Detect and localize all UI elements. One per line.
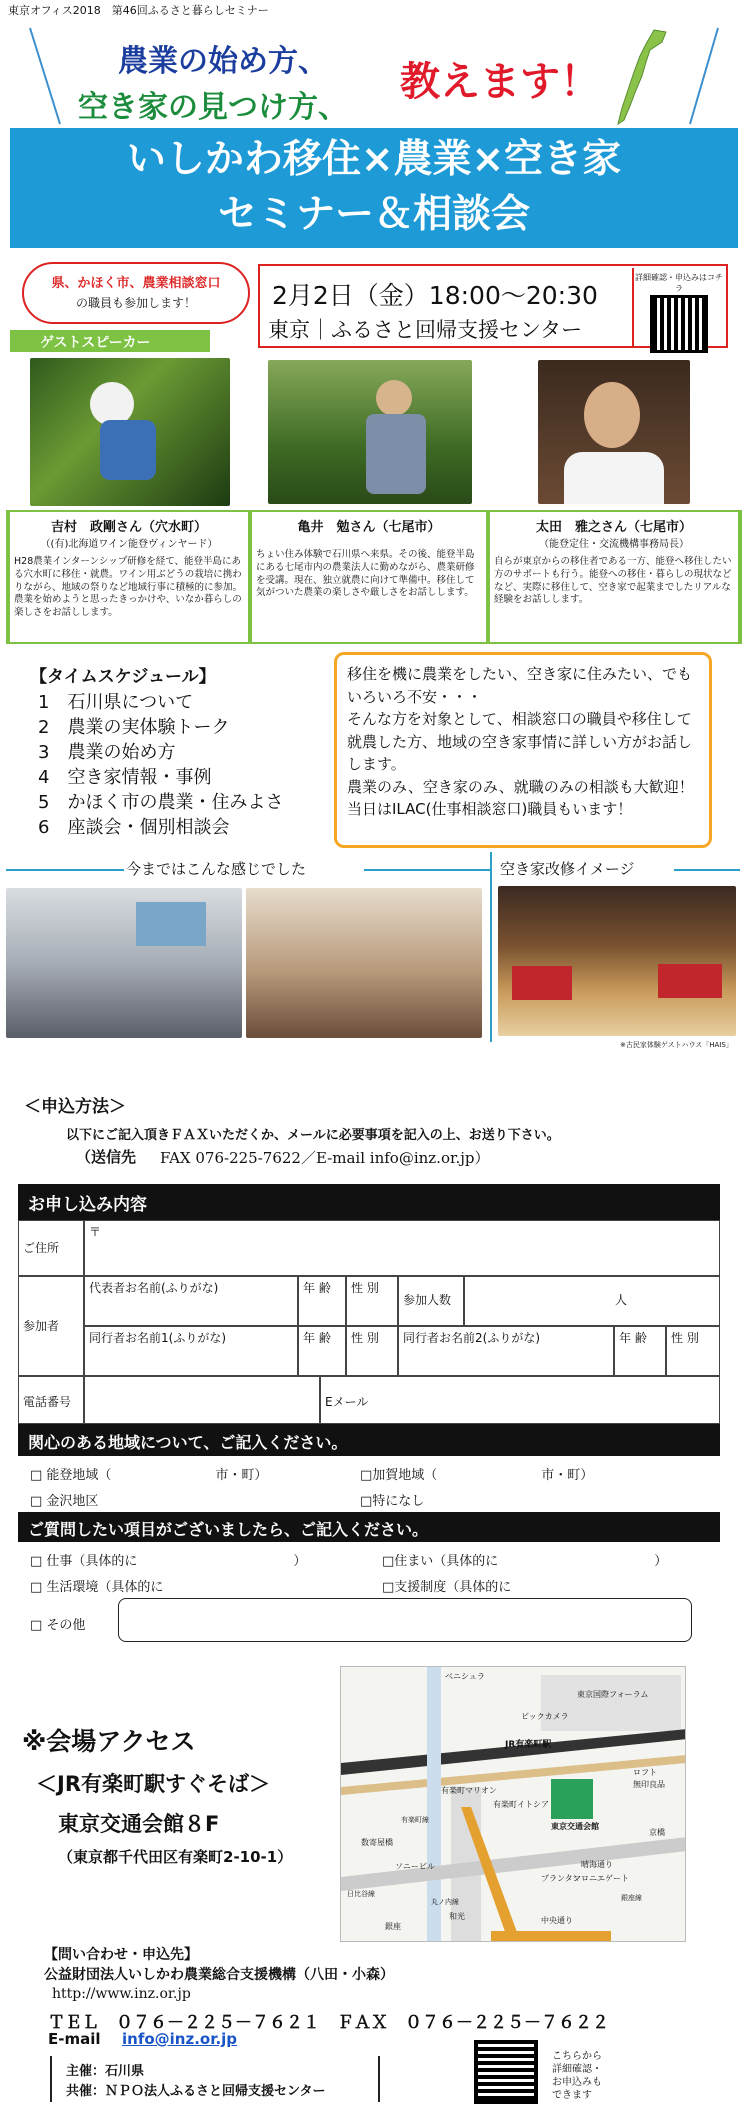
organizer-box — [50, 2056, 380, 2102]
map-label: ベニシュラ — [445, 1672, 485, 1681]
form-header: お申し込み内容 — [18, 1184, 720, 1220]
info-line: 当日はILAC(仕事相談窓口)職員もいます！ — [347, 800, 633, 818]
map-label: プランタン — [541, 1874, 581, 1883]
contact-email-label: E-mail — [48, 2030, 101, 2048]
speaker-name: 亀井 勉さん（七尾市） — [297, 520, 441, 535]
count-label: 参加人数 — [398, 1276, 464, 1326]
qr-caption: 詳細確認・申込みはコチラ — [635, 273, 723, 293]
schedule-item: 4 空き家情報・事例 — [38, 767, 212, 788]
headline-farming: 農業の始め方、 — [118, 44, 328, 79]
staff-note-line2: の職員も参加します！ — [75, 296, 196, 310]
access-place: 東京交通会館８F — [58, 1812, 220, 1836]
map-label: 丸ノ内線 — [431, 1898, 459, 1906]
qr-panel — [632, 268, 724, 346]
past-event-photo-1 — [6, 888, 242, 1038]
qr-side-line: こちらから — [552, 2051, 602, 2062]
speaker-org: （(有)北海道ワイン能登ヴィンヤード） — [40, 539, 218, 550]
map-label: 有楽町マリオン — [441, 1786, 497, 1795]
bottom-qr-code-icon[interactable] — [478, 2044, 534, 2100]
banner-title-2: セミナー＆相談会 — [217, 192, 530, 237]
contact-url[interactable]: http://www.inz.or.jp — [52, 1986, 191, 2002]
staff-note-line1: 県、かほく市、農業相談窓口 — [51, 276, 221, 291]
contact-title: 【問い合わせ・申込先】 — [44, 1947, 198, 1963]
phone-label: 電話番号 — [18, 1376, 84, 1424]
access-subheading: ＜JR有楽町駅すぐそば＞ — [36, 1772, 270, 1796]
map-label: 銀座線 — [621, 1894, 642, 1902]
companion2-age-field[interactable]: 年 齢 — [614, 1326, 666, 1376]
speaker-photo-yoshimura — [30, 358, 230, 506]
map-label: ソニービル — [395, 1862, 435, 1871]
map-label: 京橋 — [649, 1828, 665, 1837]
question-work-checkbox[interactable]: □ 仕事（具体的に ） — [30, 1554, 307, 1569]
schedule-item: 2 農業の実体験トーク — [38, 717, 230, 738]
vertical-divider — [490, 852, 492, 1042]
contact-org: 公益財団法人いしかわ農業総合支援機構（八田・小森） — [44, 1967, 394, 1983]
host: 主催：石川県 — [66, 2064, 145, 2079]
access-heading: ※会場アクセス — [22, 1727, 196, 1756]
contact-phone: ＴＥＬ ０７６－２２５－７６２１ ＦＡＸ ０７６－２２５－７６２２ — [48, 2013, 609, 2033]
apply-heading: ＜申込方法＞ — [24, 1097, 126, 1117]
guest-speaker-label: ゲストスピーカー — [10, 330, 210, 352]
map-label: 東京国際フォーラム — [577, 1690, 649, 1699]
speaker-card-ota — [490, 512, 738, 642]
schedule-item: 5 かほく市の農業・住みよさ — [38, 792, 284, 813]
divider-line — [6, 869, 124, 871]
map-label: ロフト — [633, 1768, 657, 1777]
speaker-name: 太田 雅之さん（七尾市） — [535, 520, 692, 535]
info-box — [334, 652, 712, 848]
postal-mark: 〒 — [89, 1225, 102, 1239]
qr-side-line: 詳細確認・ — [552, 2064, 602, 2075]
info-line: 農業のみ、空き家のみ、就職のみの相談も大歓迎！ — [347, 777, 694, 796]
map-label: ビックカメラ — [521, 1712, 569, 1721]
headline-teach: 教えます！ — [400, 59, 600, 105]
question-other-checkbox[interactable]: □ その他 — [30, 1618, 86, 1633]
map-label: マロニエゲート — [573, 1874, 629, 1883]
schedule-item: 1 石川県について — [38, 692, 194, 713]
region-kanazawa-checkbox[interactable]: □ 金沢地区 — [30, 1494, 99, 1509]
schedule-item: 3 農業の始め方 — [38, 742, 176, 763]
past-event-photo-2 — [246, 888, 482, 1038]
map-label: 有楽町イトシア — [493, 1800, 549, 1809]
divider-line — [674, 869, 740, 871]
datetime-box — [258, 264, 728, 348]
map-label: 無印良品 — [633, 1780, 665, 1789]
event-datetime: 2月2日（金）18:00〜20:30 — [272, 281, 598, 310]
info-line: 移住を機に農業をしたい、空き家に住みたい、でもいろいろ不安・・・ — [347, 665, 693, 706]
map-label: 晴海通り — [581, 1860, 613, 1869]
speaker-bio: H28農業インターンシップ研修を経て、能登半島にある穴水町に移住・就農。ワイン用ぶどうの栽培に携わりながら、地域の祭りなど地域行事に積極的に参加。農業を始めようと思ったきっかけや、いなか暮らしの楽しさをお話しします。 — [14, 556, 243, 619]
qr-code-icon[interactable] — [653, 298, 705, 350]
map-label: JR有楽町駅 — [505, 1740, 552, 1750]
question-life-checkbox[interactable]: □ 生活環境（具体的に — [30, 1580, 164, 1595]
past-events-label: 今まではこんな感じでした — [126, 860, 307, 878]
banner-title-1: いしかわ移住×農業×空き家 — [126, 137, 622, 182]
rep-sex-field[interactable]: 性 別 — [346, 1276, 398, 1326]
renovation-label: 空き家改修イメージ — [500, 860, 635, 878]
staff-note-bubble — [22, 262, 250, 324]
question-header: ご質問したい項目がございましたら、ご記入ください。 — [18, 1512, 720, 1542]
send-to: FAX 076-225-7622／E-mail info@inz.or.jp） — [160, 1149, 490, 1167]
companion1-age-field[interactable]: 年 齢 — [298, 1326, 346, 1376]
schedule-list — [38, 690, 283, 840]
qr-side-text — [552, 2050, 602, 2102]
map-label: 中央通り — [541, 1916, 573, 1925]
contact-email-link[interactable]: info@inz.or.jp — [122, 2030, 238, 2048]
ishikawa-map-icon — [616, 28, 672, 126]
event-venue: 東京｜ふるさと回帰支援センター — [268, 318, 583, 342]
send-to-label: （送信先 — [76, 1148, 137, 1166]
map-label: 日比谷線 — [347, 1890, 375, 1898]
question-other-field[interactable] — [118, 1598, 692, 1642]
rep-name-field[interactable]: 代表者お名前(ふりがな) — [84, 1276, 298, 1326]
companion2-sex-field[interactable]: 性 別 — [666, 1326, 720, 1376]
speaker-photo-kamei — [268, 360, 472, 504]
speaker-bio: ちょい住み体験で石川県へ来県。その後、能登半島にある七尾市内の農業法人に勤めながら、農業研修を受講。現在、独立就農に向けて準備中。移住して気がついた農業の楽しさや厳しさをお話しします。 — [256, 549, 475, 599]
speaker-bio: 自らが東京からの移住者である一方、能登へ移住したい方のサポートも行う。能登への移住・暮らしの現状などなど、実際に移住して、空き家で起業までしたリアルな経験をお話しします。 — [494, 556, 732, 606]
map-label: 和光 — [449, 1912, 465, 1921]
headline-akiya: 空き家の見つけ方、 — [78, 90, 348, 125]
email-field[interactable] — [320, 1376, 720, 1424]
region-header: 関心のある地域について、ご記入ください。 — [18, 1424, 720, 1456]
rep-age-field[interactable]: 年 齢 — [298, 1276, 346, 1326]
speaker-org: （能登定住・交流機構事務局長） — [539, 539, 689, 550]
email-label: Eメール — [325, 1395, 369, 1409]
participants-label: 参加者 — [18, 1276, 84, 1376]
phone-field[interactable] — [84, 1376, 320, 1424]
divider-line — [364, 869, 492, 871]
question-support-checkbox[interactable]: □支援制度（具体的に — [382, 1580, 512, 1595]
map-label: 銀座 — [385, 1922, 401, 1931]
companion1-name-field[interactable]: 同行者お名前1(ふりがな) — [84, 1326, 298, 1376]
speaker-photo-ota — [538, 360, 690, 504]
speaker-card-yoshimura — [10, 512, 248, 642]
map-label: 有楽町線 — [401, 1816, 429, 1824]
companion1-sex-field[interactable]: 性 別 — [346, 1326, 398, 1376]
info-line: そんな方を対象として、相談窓口の職員や移住して就農した方、地域の空き家事情に詳しい方がお話しします。 — [347, 710, 693, 773]
schedule-item: 6 座談会・個別相談会 — [38, 817, 230, 838]
address-label: ご住所 — [18, 1220, 84, 1276]
region-none-checkbox[interactable]: □特になし — [360, 1494, 425, 1509]
access-map[interactable] — [340, 1666, 686, 1942]
region-kaga-checkbox[interactable]: □加賀地域（ 市・町） — [360, 1468, 594, 1483]
renovation-photo — [498, 886, 736, 1036]
count-field[interactable]: 人 — [464, 1276, 720, 1326]
cohost: 共催：ＮＰＯ法人ふるさと回帰支援センター — [66, 2083, 326, 2099]
top-caption: 東京オフィス2018 第46回ふるさと暮らしセミナー — [8, 4, 269, 17]
companion2-name-field[interactable]: 同行者お名前2(ふりがな) — [398, 1326, 614, 1376]
qr-side-line: できます — [552, 2090, 592, 2101]
title-banner — [10, 128, 738, 248]
schedule-title: 【タイムスケジュール】 — [30, 667, 216, 687]
address-field[interactable] — [84, 1220, 720, 1276]
photo-credit: ※古民家体験ゲストハウス「HAIS」 — [620, 1041, 733, 1049]
question-housing-checkbox[interactable]: □住まい（具体的に ） — [382, 1554, 668, 1569]
map-label: 数寄屋橋 — [361, 1838, 393, 1847]
apply-text: 以下にご記入頂きＦＡＸいただくか、メールに必要事項を記入の上、お送り下さい。 — [66, 1128, 560, 1143]
map-label: 東京交通会館 — [551, 1822, 599, 1831]
speaker-name: 吉村 政剛さん（穴水町） — [50, 520, 207, 535]
speaker-card-kamei — [252, 512, 486, 642]
access-address: （東京都千代田区有楽町2-10-1） — [58, 1848, 293, 1866]
region-noto-checkbox[interactable]: □ 能登地域（ 市・町） — [30, 1468, 268, 1483]
qr-side-line: お申込みも — [552, 2077, 602, 2088]
